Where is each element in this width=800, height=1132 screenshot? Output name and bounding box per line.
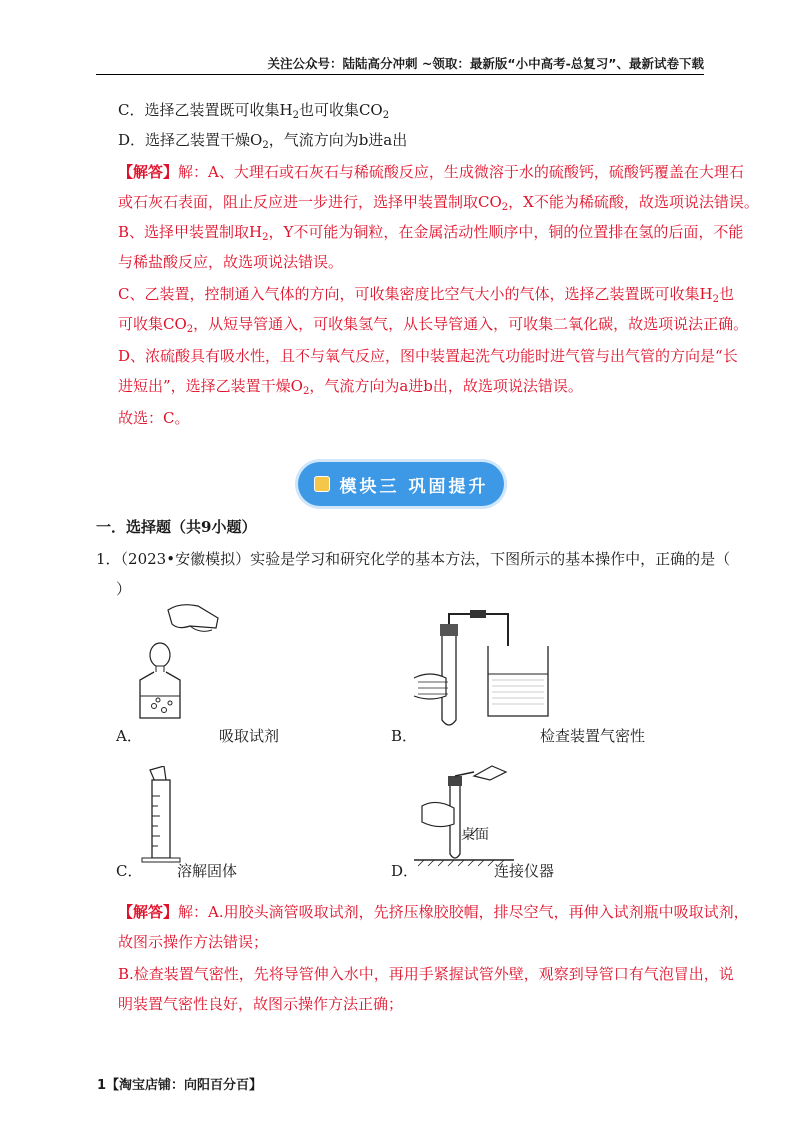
answer1-line7: D、浓硫酸具有吸水性，且不与氧气反应，图中装置起洗气功能时进气管与出气管的方向是“长 bbox=[118, 347, 738, 365]
section-title: 一．选择题（共9小题） bbox=[96, 518, 257, 536]
answer-tag: 【解答】 bbox=[118, 903, 179, 921]
choice-d-table-label: 桌面 bbox=[461, 827, 489, 843]
answer1-line3: B、选择甲装置制取$H_2$，Y不可能为铜粒，在金属活动性顺序中，铜的位置排在氢的后面，不能 bbox=[118, 223, 744, 243]
choice-b-label: 检查装置气密性 bbox=[540, 727, 646, 745]
answer1-line1: 【解答】解：A、大理石或石灰石与稀硫酸反应，生成微溶于水的硫酸钙，硫酸钙覆盖在大理石 bbox=[118, 163, 744, 181]
answer2-line4: 明装置气密性良好，故图示操作方法正确； bbox=[118, 995, 404, 1013]
header-text: 关注公众号：陆陆高分冲刺 ~领取：最新版“小中高考-总复习”、最新试卷下载 bbox=[267, 56, 704, 71]
page-header bbox=[96, 52, 704, 75]
section-banner bbox=[298, 462, 504, 506]
option-d-prev: D．选择乙装置干燥$O_2$，气流方向为b进a出 bbox=[118, 131, 408, 151]
book-icon bbox=[314, 476, 330, 492]
choice-c-label: 溶解固体 bbox=[177, 862, 238, 880]
question1-line1: 1．（2023•安徽模拟）实验是学习和研究化学的基本方法，下图所示的基本操作中，正确的是（ bbox=[96, 550, 731, 568]
option-c-prev: C．选择乙装置既可收集$H_2$也可收集$CO_2$ bbox=[118, 101, 390, 121]
page-footer: 1【淘宝店铺：向阳百分百】 bbox=[97, 1078, 263, 1093]
answer1-line2: 或石灰石表面，阻止反应进一步进行，选择甲装置制取$CO_2$，X不能为稀硫酸，故选项说法错误。 bbox=[118, 193, 759, 213]
choice-b-letter: B． bbox=[391, 727, 418, 745]
figure-a-dropper-bottle bbox=[128, 600, 228, 722]
banner-text: 模块三 巩固提升 bbox=[339, 476, 489, 497]
answer1-final: 故选：C。 bbox=[118, 409, 190, 427]
choice-a-letter: A． bbox=[116, 727, 142, 745]
question1-line2: ） bbox=[116, 580, 132, 598]
choice-d-letter: D． bbox=[391, 862, 419, 880]
answer1-line6: 可收集$CO_2$，从短导管通入，可收集氢气，从长导管通入，可收集二氧化碳，故选项说法正确。 bbox=[118, 315, 749, 335]
answer1-line4: 与稀盐酸反应，故选项说法错误。 bbox=[118, 253, 344, 271]
choice-c-letter: C． bbox=[116, 862, 143, 880]
answer1-line8: 进短出”，选择乙装置干燥$O_2$，气流方向为a进b出，故选项说法错误。 bbox=[118, 377, 583, 397]
figure-d-connect bbox=[414, 758, 524, 868]
answer1-line5: C、乙装置，控制通入气体的方向，可收集密度比空气大小的气体，选择乙装置既可收集$H_2$也 bbox=[118, 285, 734, 305]
figure-b-airtightness bbox=[412, 604, 562, 732]
choice-d-label: 连接仪器 bbox=[494, 862, 555, 880]
answer2-line3: B.检查装置气密性，先将导管伸入水中，再用手紧握试管外壁，观察到导管口有气泡冒出，说 bbox=[118, 965, 734, 983]
figure-c-cylinder bbox=[128, 766, 198, 866]
choice-a-label: 吸取试剂 bbox=[219, 727, 280, 745]
answer2-line2: 故图示操作方法错误； bbox=[118, 933, 269, 951]
answer2-line1: 【解答】解：A.用胶头滴管吸取试剂，先挤压橡胶胶帽，排尽空气，再伸入试剂瓶中吸取试剂， bbox=[118, 903, 749, 921]
answer-tag: 【解答】 bbox=[118, 163, 179, 181]
